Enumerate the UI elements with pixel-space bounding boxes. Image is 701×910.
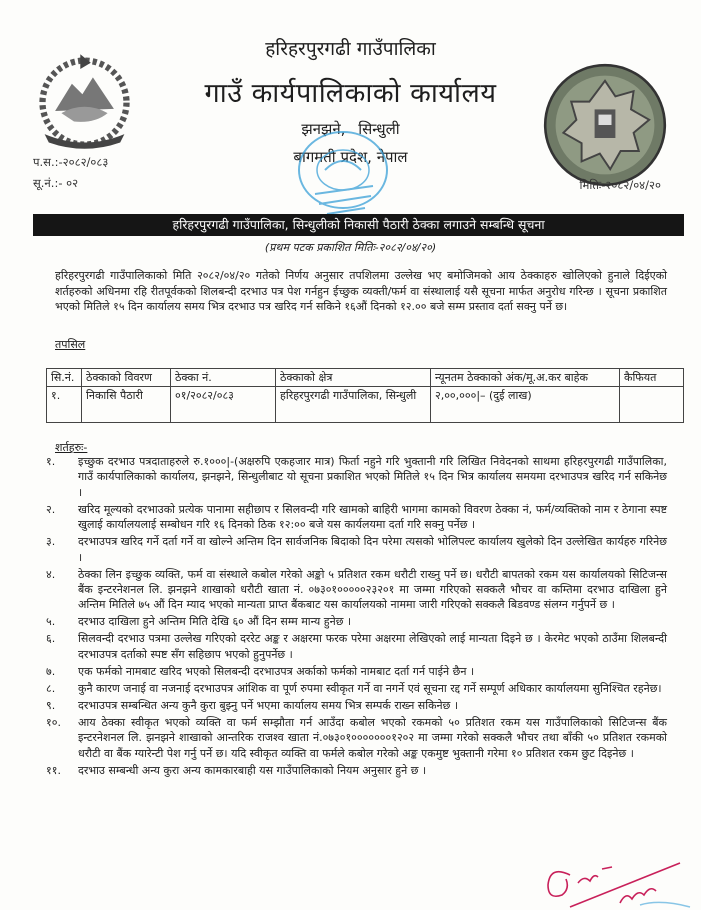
condition-number: ७.	[46, 664, 56, 678]
condition-number: ३.	[46, 535, 56, 549]
condition-number: ८.	[46, 681, 56, 695]
condition-text: ठेक्का लिन इच्छुक व्यक्ति, फर्म वा संस्थाले कबोल गरेको अङ्को ५ प्रतिशत रकम धरौटी राख्नु पर्ने छ। धरौटी बापतको रकम यस कार्यालयको सिटिजन्स बैंक इन्टरनेशनल लि. झनझने शाखाको धरौटी खाता नं. ०७३०१०००००२३२०१ मा जम्मा गरिएको सक्कलै भौचर वा कम्तिमा दरभाउ दाखिला हुने अन्तिम मितिले ७५ औं दिन म्याद भएको मान्यता प्राप्त बैंकबाट यस कार्यालयको नाममा जारी गरिएको सक्कलै बिडवण्ड संलग्न गर्नुपर्ने छ ।	[78, 567, 667, 612]
condition-item	[22, 534, 667, 565]
table-row	[47, 387, 684, 423]
condition-item	[22, 681, 667, 696]
reference-fiscal-year: प.स.:-२०८२/०८३	[33, 155, 109, 169]
cell-remarks	[620, 387, 684, 423]
condition-item	[22, 698, 667, 713]
condition-number: ६.	[46, 632, 56, 646]
condition-number: २.	[46, 502, 56, 516]
col-header-description: ठेक्काको विवरण	[82, 369, 171, 387]
condition-text: दरभाउपत्र सम्बन्धित अन्य कुनै कुरा बुझ्नु पर्ने भएमा कार्यालय समय भित्र सम्पर्क राख्न सकिनेछ ।	[78, 698, 459, 712]
col-header-contract-no: ठेक्का नं.	[171, 369, 276, 387]
condition-number: ४.	[46, 567, 56, 581]
col-header-remarks: कैफियत	[620, 369, 684, 387]
cell-description: निकासि पैठारी	[82, 387, 171, 423]
cell-area: हरिहरपुरगढी गाउँपालिका, सिन्धुली	[276, 387, 431, 423]
cell-contract-no: ०१/२०८२/०८३	[171, 387, 276, 423]
condition-number: १.	[46, 455, 56, 468]
condition-text: खरिद मूल्यको दरभाउको प्रत्येक पानामा सहीछाप र सिलवन्दी गरि खामको बाहिरी भागमा कामको विवरण ठेक्का नं, फर्म/व्यक्तिको नाम र ठेगाना स्पष्ट खुलाई कार्यालयलाई सम्बोधन गरि १६ दिनको ठिक १२:०० बजे यस कार्यलयमा दर्ता गरि सक्नु पर्नेछ ।	[78, 502, 667, 532]
condition-number: ११.	[46, 763, 61, 777]
condition-text: दरभाउ दाखिला हुने अन्तिम मिति देखि ६० औं दिन सम्म मान्य हुनेछ ।	[78, 615, 352, 629]
municipality-name: हरिहरपुरगढी गाउँपालिका	[265, 38, 436, 60]
office-stamp-icon	[285, 128, 395, 223]
condition-text: दरभाउपत्र खरिद गर्ने दर्ता गर्ने वा खोल्ने अन्तिम दिन सार्वजनिक बिदाको दिन परेमा त्यसको भोलिपल्ट कार्यालय खुलेको दिन उल्लेखित कार्यहरु गरिनेछ ।	[78, 535, 667, 564]
notice-date: मितिः-२०८२/०४/२०	[579, 178, 661, 192]
condition-text: एक फर्मको नामबाट खरिद भएको सिलबन्दी दरभाउपत्र अर्काको फर्मको नामबाट दर्ता गर्न पाईने छैन ।	[78, 664, 475, 678]
condition-item	[22, 614, 667, 629]
notice-title: हरिहरपुरगढी गाउँपालिका, सिन्धुलीको निकासी पैठारी ठेक्का लगाउने सम्बन्धि सूचना	[33, 214, 684, 236]
condition-number: ९.	[46, 698, 56, 712]
conditions-list	[22, 454, 667, 780]
col-header-min-amount: न्यूनतम ठेक्काको अंक/मू.अ.कर बाहेक	[431, 369, 620, 387]
table-header-row	[47, 369, 684, 387]
col-header-serial: सि.नं.	[47, 369, 82, 387]
condition-text: दरभाउ सम्बन्धी अन्य कुरा अन्य कामकारबाही यस गाउँपालिकाको नियम अनुसार हुने छ ।	[78, 763, 427, 777]
condition-text: इच्छुक दरभाउ पत्रदाताहरुले रु.१०००|-(अक्षरुपि एकहजार मात्र) फिर्ता नहुने गरि भुक्तानी गरि लिखित निवेदनको साथमा हरिहरपुरगढी गाउँपालिका, गाउँ कार्यपालिकाको कार्यालय, झनझने, सिन्धुलीबाट यो सूचना प्रकाशित भएको मितिले १५ दिन भित्र कार्यालय समयमा दरभाउपत्र खरिद गर्न सकिनेछ ।	[78, 455, 667, 499]
condition-item	[22, 715, 667, 761]
notice-intro: हरिहरपुरगढी गाउँपालिकाको मिति २०८२/०४/२० गतेको निर्णय अनुसार तपशिलमा उल्लेख भए बमोजिमको आय ठेक्काहरु खोलिएको हुनाले दिईएको शर्तहरुको अधिनमा रहि रीतपूर्वकको शिलबन्दी दरभाउ पत्र पेश गर्नहुन ईच्छुक व्यक्ती/फर्म वा संस्थालाई यसै सूचना मार्फत अनुरोध गरिन्छ । सूचना प्रकाशित भएको मितिले १५ दिन कार्यालय समय भित्र दरभाउ पत्र खरिद गर्न सकिने १६औं दिनको १२.०० बजे सम्म प्रस्ताव दर्ता सक्नु पर्ने छ।	[55, 269, 667, 313]
conditions-title: शर्तहरुः-	[55, 441, 88, 454]
cell-min-amount: २,००,०००|– (दुई लाख)	[431, 387, 620, 423]
condition-item	[22, 502, 667, 533]
col-header-area: ठेक्काको क्षेत्र	[276, 369, 431, 387]
notice-subtitle: (प्रथम पटक प्रकाशित मितिः-२०८२/०४/२०)	[264, 241, 437, 254]
condition-item	[22, 631, 667, 662]
office-name: गाउँ कार्यपालिकाको कार्यालय	[204, 78, 497, 109]
signature-icon	[540, 855, 700, 910]
condition-item	[22, 567, 667, 613]
office-province: बागमती प्रदेश, नेपाल	[293, 148, 408, 166]
reference-number: सू.नं.:- ०२	[33, 176, 79, 190]
condition-item	[22, 454, 667, 500]
cell-serial: १.	[47, 387, 82, 423]
condition-text: सिलवन्दी दरभाउ पत्रमा उल्लेख गरिएको दररेट अङ्क र अक्षरमा फरक परेमा अक्षरमा लेखिएको लाई मान्यता दिइने छ । केरमेट भएको ठाउँमा शिलबन्दी दरभाउपत्र दर्ताको स्पष्ट सँग सहिछाप भएको हुनुपर्नेछ ।	[78, 632, 667, 661]
condition-number: १०.	[46, 715, 61, 729]
condition-number: ५.	[46, 615, 56, 629]
office-location: झनझने, सिन्धुली	[301, 120, 400, 138]
condition-text: आय ठेक्का स्वीकृत भएको व्यक्ति वा फर्म सम्झौता गर्न आउँदा कबोल भएको रकमको ५० प्रतिशत रकम यस गाउँपालिकाको सिटिजन्स बैंक इन्टरनेशनल लि. झनझने शाखाको आन्तरिक राजश्व खाता नं.०७३०१०००००००१२०२ मा जम्मा गरेको सक्कलै भौचर तथा बाँकी ५० प्रतिशत रकमको धरौटी वा बैंक ग्यारेन्टी पेश गर्नु पर्ने छ। यदि स्वीकृत व्यक्ति वा फर्मले कबोल गरेको अङ्क एकमुष्ट भुक्तानी गरेमा १० प्रतिशत रकम छुट दिइनेछ ।	[78, 715, 667, 760]
condition-text: कुनै कारण जनाई वा नजनाई दरभाउपत्र आंशिक वा पूर्ण रुपमा स्वीकृत गर्ने वा नगर्ने एवं सूचना रद्द गर्ने सम्पूर्ण अधिकार कार्यालयमा सुनिश्चित रहनेछ।	[78, 681, 662, 695]
contract-table	[46, 368, 684, 423]
schedule-label: तपसिल	[55, 338, 86, 351]
condition-item	[22, 763, 667, 778]
condition-item	[22, 664, 667, 679]
